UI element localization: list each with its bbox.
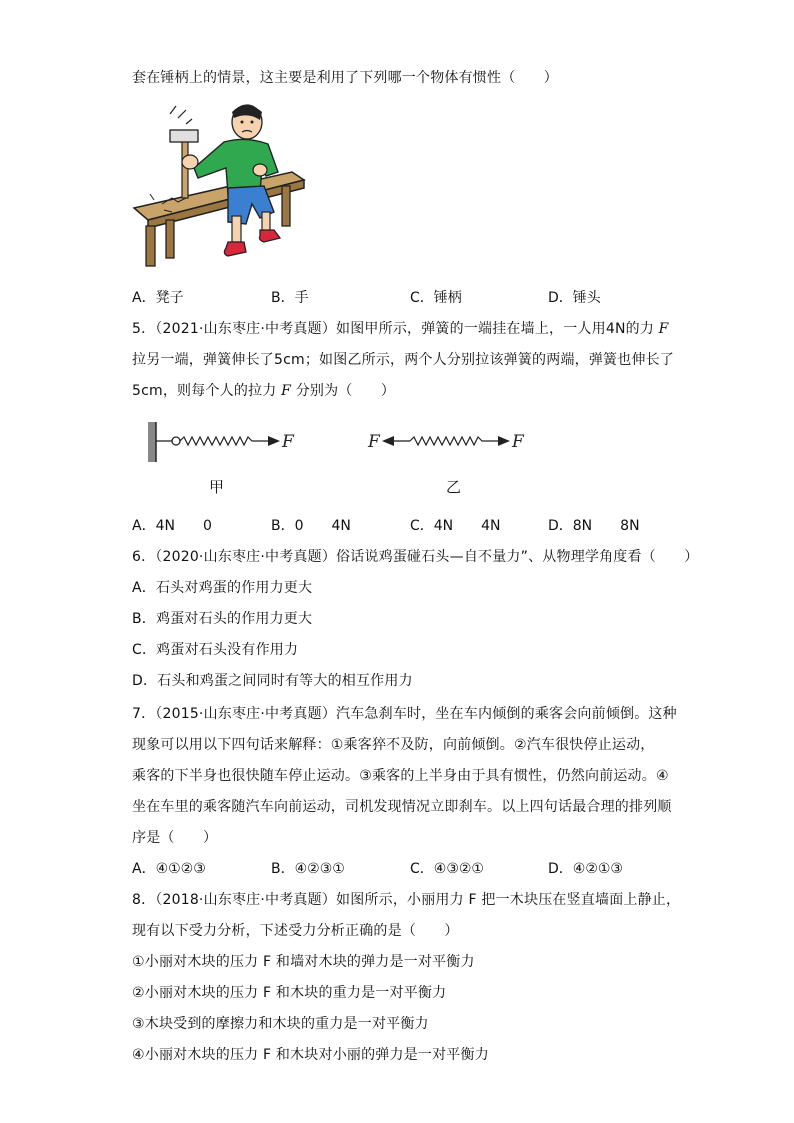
hammer-boy-illustration (132, 100, 307, 270)
caption-yi: 乙 (446, 478, 462, 496)
q4-stem-tail: 套在锤柄上的情景，这主要是利用了下列哪一个物体有惯性（ ） (132, 70, 558, 86)
q5-line-3-text-a: 5cm，则每个人的拉力 (132, 383, 277, 399)
q4-option-d: D．锤头 (548, 290, 601, 306)
q5-option-b: B．0 4N (271, 518, 351, 534)
q6-option-c: C．鸡蛋对石头没有作用力 (132, 642, 299, 658)
q7-option-b: B．④②③① (271, 861, 345, 877)
q8-statement-2: ②小丽对木块的压力 F 和木块的重力是一对平衡力 (132, 985, 447, 1001)
q7-option-c: C．④③②① (410, 861, 484, 877)
spring-coils (180, 437, 268, 445)
q8-statement-3: ③木块受到的摩擦力和木块的重力是一对平衡力 (132, 1016, 429, 1032)
q7-line-1: 7．（2015·山东枣庄·中考真题）汽车急刹车时，坐在车内倾倒的乘客会向前倾倒。这种 (132, 706, 677, 722)
q6-option-a: A．石头对鸡蛋的作用力更大 (132, 580, 313, 596)
q7-line-3: 乘客的下半身也很快随车停止运动。③乘客的上半身由于具有惯性，仍然向前运动。④ (132, 768, 669, 784)
q5-line-3-force-symbol: F (281, 383, 292, 399)
q5-line-1-text: 5．（2021·山东枣庄·中考真题）如图甲所示，弹簧的一端挂在墙上，一人用4N的力 (132, 321, 655, 337)
q8-statement-1: ①小丽对木块的压力 F 和墙对木块的弹力是一对平衡力 (132, 954, 475, 970)
force-label-f-left: F (368, 432, 380, 452)
q6-option-b: B．鸡蛋对石头的作用力更大 (132, 611, 313, 627)
q8-line-1: 8．（2018·山东枣庄·中考真题）如图所示，小丽用力 F 把一木块压在竖直墙面上静止， (132, 892, 681, 908)
spring-coils-double (410, 437, 498, 445)
spring-figure-jia (148, 420, 308, 468)
force-label-f-right: F (512, 432, 524, 452)
q7-option-d: D．④②①③ (548, 861, 623, 877)
force-arrowhead-left (382, 436, 394, 446)
q6-stem: 6．（2020·山东枣庄·中考真题）俗话说鸡蛋碰石头—自不量力”、从物理学角度看（ ） (132, 549, 699, 565)
q7-line-5: 序是（ ） (132, 830, 218, 846)
q5-option-a: A．4N 0 (132, 518, 212, 534)
force-arrowhead (268, 436, 280, 446)
q8-line-2: 现有以下受力分析，下述受力分析正确的是（ ） (132, 923, 459, 939)
q5-line-2: 拉另一端，弹簧伸长了5cm；如图乙所示，两个人分别拉该弹簧的两端，弹簧也伸长了 (132, 352, 675, 368)
q7-line-2: 现象可以用以下四句话来解释：①乘客猝不及防，向前倾倒。②汽车很快停止运动， (132, 737, 655, 753)
force-arrowhead-right (498, 436, 510, 446)
spring-figure-yi (366, 420, 536, 468)
q7-line-4: 坐在车里的乘客随汽车向前运动，司机发现情况立即刹车。以上四句话最合理的排列顺 (132, 799, 672, 815)
q4-option-a: A．凳子 (132, 290, 184, 306)
q5-option-d: D．8N 8N (548, 518, 640, 534)
q4-option-c: C．锤柄 (410, 290, 462, 306)
q5-line-3 (132, 380, 395, 400)
q8-statement-4: ④小丽对木块的压力 F 和木块对小丽的弹力是一对平衡力 (132, 1047, 489, 1063)
q5-line-1 (132, 318, 669, 338)
q4-option-b: B．手 (271, 290, 309, 306)
q7-option-a: A．④①②③ (132, 861, 206, 877)
q5-line-1-force-symbol: F (658, 321, 669, 337)
q5-option-c: C．4N 4N (410, 518, 501, 534)
q5-line-3-text-b: 分别为（ ） (295, 383, 396, 399)
wall-hatching (148, 422, 156, 462)
force-label-f: F (282, 432, 294, 452)
spring-hook (172, 437, 180, 445)
caption-jia: 甲 (209, 478, 225, 496)
q6-option-d: D．石头和鸡蛋之间同时有等大的相互作用力 (132, 673, 413, 689)
